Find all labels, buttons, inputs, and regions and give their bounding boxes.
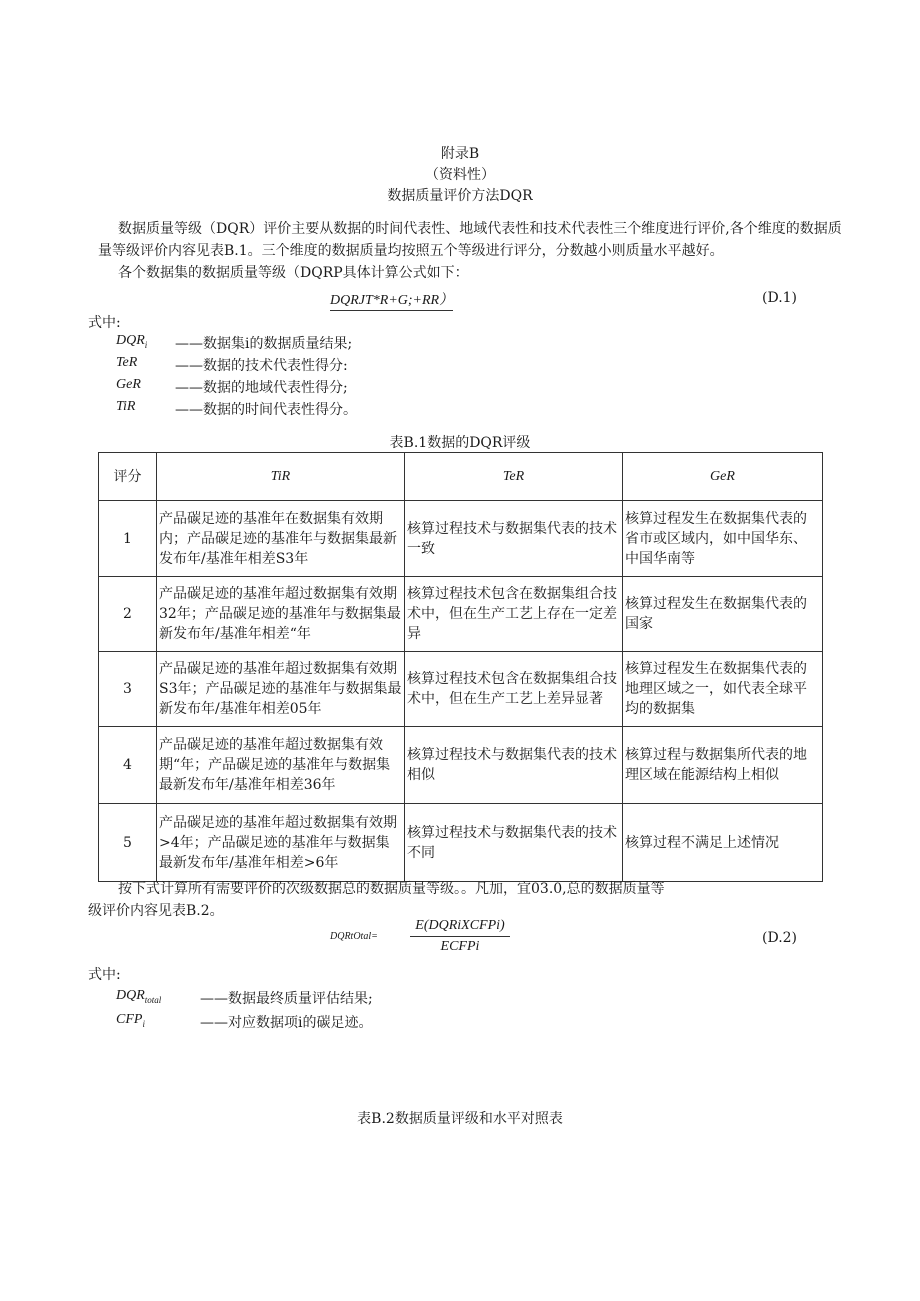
- intro-line-2: 量等级评价内容见表B.1。三个维度的数据质量均按照五个等级进行评分，分数越小则质量水平越好。: [98, 243, 724, 259]
- formula-d2-lhs: DQRtOtal=: [330, 931, 378, 942]
- header-ger: GeR: [623, 453, 823, 501]
- header-tir: TiR: [157, 453, 405, 501]
- table-row: [99, 804, 823, 882]
- cell-ger: 核算过程发生在数据集代表的省市或区域内，如中国华东、中国华南等: [623, 501, 823, 577]
- def-desc-ter: ——数据的技术代表性得分:: [175, 358, 348, 374]
- cell-tir: 产品碳足迹的基准年超过数据集有效期>4年；产品碳足迹的基准年与数据集最新发布年/基准年相差>6年: [157, 804, 405, 882]
- after-table-line-1: 按下式计算所有需要评价的次级数据总的数据质量等级。。凡加，宜03.0,总的数据质量等: [118, 881, 665, 897]
- cell-score: 3: [99, 652, 157, 727]
- table-b2-caption: 表B.2数据质量评级和水平对照表: [357, 1111, 563, 1127]
- cell-tir: 产品碳足迹的基准年超过数据集有效期“年；产品碳足迹的基准年与数据集最新发布年/基准年相差36年: [157, 727, 405, 804]
- where-label-2: 式中:: [88, 967, 121, 983]
- cell-score: 4: [99, 727, 157, 804]
- cell-ger: 核算过程发生在数据集代表的地理区域之一，如代表全球平均的数据集: [623, 652, 823, 727]
- cell-score: 2: [99, 577, 157, 652]
- appendix-title: 附录B: [440, 146, 480, 162]
- intro-paragraph-2: 各个数据集的数据质量等级（DQRP具体计算公式如下：: [118, 265, 469, 281]
- appendix-nature: （资料性）: [425, 167, 495, 183]
- formula-d2-number: (D.2): [762, 930, 798, 946]
- where-label-1: 式中:: [88, 315, 121, 331]
- cell-tir: 产品碳足迹的基准年超过数据集有效期32年；产品碳足迹的基准年与数据集最新发布年/基准年相差“年: [157, 577, 405, 652]
- table-row: [99, 727, 823, 804]
- formula-d2-fraction: [410, 918, 510, 955]
- formula-d1: DQRJT*R+G;+RR）: [330, 289, 453, 311]
- def-term-cfp-i: $CFP_i$: [116, 1012, 145, 1029]
- appendix-heading: 数据质量评价方法DQR: [387, 188, 533, 204]
- table-b1-caption: 表B.1数据的DQR评级: [389, 435, 531, 451]
- cell-score: 1: [99, 501, 157, 577]
- cell-tir: 产品碳足迹的基准年在数据集有效期内；产品碳足迹的基准年与数据集最新发布年/基准年相差S3年: [157, 501, 405, 577]
- cell-ger: 核算过程发生在数据集代表的国家: [623, 577, 823, 652]
- def-desc-dqr-i: ——数据集i的数据质量结果;: [175, 336, 353, 352]
- cell-ter: 核算过程技术与数据集代表的技术一致: [405, 501, 623, 577]
- def-desc-tir: ——数据的时间代表性得分。: [175, 402, 357, 418]
- header-score: 评分: [99, 453, 157, 501]
- def-term-ter: TeR: [116, 355, 138, 370]
- def-term-ger: GeR: [116, 377, 141, 392]
- cell-ger: 核算过程与数据集所代表的地理区域在能源结构上相似: [623, 727, 823, 804]
- def-term-dqr-i: $DQR_i$: [116, 333, 148, 350]
- cell-ger: 核算过程不满足上述情况: [623, 804, 823, 882]
- table-row: [99, 501, 823, 577]
- cell-score: 5: [99, 804, 157, 882]
- formula-d2-denominator: ECFPi: [440, 939, 480, 954]
- def-desc-ger: ——数据的地域代表性得分;: [175, 380, 348, 396]
- table-b1: [98, 452, 823, 882]
- formula-d1-number: (D.1): [762, 290, 798, 306]
- formula-d2-numerator: E(DQRiXCFPi): [410, 918, 510, 937]
- cell-ter: 核算过程技术与数据集代表的技术相似: [405, 727, 623, 804]
- table-row: [99, 577, 823, 652]
- intro-line-1: 数据质量等级（DQR）评价主要从数据的时间代表性、地域代表性和技术代表性三个维度进行评价,各个维度的数据质: [118, 221, 842, 237]
- cell-ter: 核算过程技术与数据集代表的技术不同: [405, 804, 623, 882]
- table-row: [99, 652, 823, 727]
- cell-ter: 核算过程技术包含在数据集组合技术中，但在生产工艺上存在一定差异: [405, 577, 623, 652]
- cell-tir: 产品碳足迹的基准年超过数据集有效期S3年；产品碳足迹的基准年与数据集最新发布年/基准年相差05年: [157, 652, 405, 727]
- header-ter: TeR: [405, 453, 623, 501]
- def-term-tir: TiR: [116, 399, 136, 414]
- after-table-line-2: 级评价内容见表B.2。: [88, 903, 224, 919]
- def-term-dqr-total: $DQR_{total}$: [116, 988, 162, 1005]
- table-header-row: [99, 453, 823, 501]
- cell-ter: 核算过程技术包含在数据集组合技术中，但在生产工艺上差异显著: [405, 652, 623, 727]
- def-desc-dqr-total: ——数据最终质量评估结果;: [200, 991, 373, 1007]
- def-desc-cfp-i: ——对应数据项i的碳足迹。: [200, 1015, 373, 1031]
